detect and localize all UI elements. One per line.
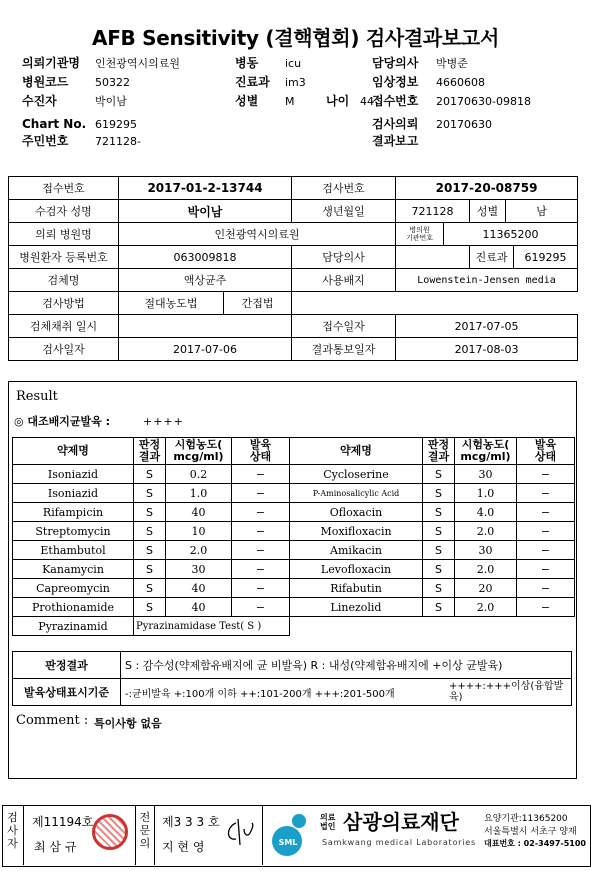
comment-value: 특이사항 없음 bbox=[94, 717, 162, 730]
growth-status: − bbox=[232, 598, 290, 617]
department-label: 진료과 bbox=[235, 75, 270, 89]
drug-name: Isoniazid bbox=[13, 465, 134, 484]
clinical-info-label: 임상정보 bbox=[372, 75, 419, 89]
reported-label: 결과통보일자 bbox=[292, 338, 396, 361]
header-col2 bbox=[235, 52, 374, 109]
institution-label: 의뢰기관명 bbox=[22, 56, 80, 70]
test-concentration: 10 bbox=[166, 522, 232, 541]
dob-label: 생년월일 bbox=[292, 200, 396, 223]
growth-status: − bbox=[232, 579, 290, 598]
drug-name: Moxifloxacin bbox=[290, 522, 423, 541]
test-concentration: 0.2 bbox=[166, 465, 232, 484]
judge-result: S bbox=[423, 541, 455, 560]
pza-result: Pyrazinamidase Test( S ) bbox=[134, 617, 290, 636]
hospital-code-value: 50322 bbox=[95, 76, 130, 89]
drug-row bbox=[13, 579, 575, 598]
age-value: 44 bbox=[360, 95, 374, 108]
collect-label: 검체채취 일시 bbox=[9, 315, 119, 338]
specialist-no: 제3 3 3 호 bbox=[162, 815, 220, 829]
susceptibility-table bbox=[12, 437, 575, 636]
drug-name: Cycloserine bbox=[290, 465, 423, 484]
drug-row bbox=[13, 503, 575, 522]
control-label: ◎ 대조배지균발육 : bbox=[14, 415, 111, 428]
test-concentration: 30 bbox=[455, 465, 517, 484]
growth-status: − bbox=[517, 579, 575, 598]
col-judge: 판정 결과 bbox=[134, 438, 166, 465]
org-code: 요양기관:11365200 bbox=[484, 814, 568, 824]
drug-name: Isoniazid bbox=[13, 484, 134, 503]
test-concentration: 2.0 bbox=[455, 522, 517, 541]
signature-icon bbox=[222, 815, 258, 851]
ward-label: 병동 bbox=[235, 56, 259, 70]
judge-result: S bbox=[134, 598, 166, 617]
pza-drug: Pyrazinamid bbox=[13, 617, 134, 636]
test-concentration: 40 bbox=[166, 503, 232, 522]
judgement-text: S : 감수성(약제함유배지에 균 비발육) R : 내성(약제함유배지에 +이상 균발육) bbox=[121, 652, 572, 679]
growth-status: − bbox=[517, 465, 575, 484]
control-value: ++++ bbox=[143, 415, 184, 428]
col-growth-2: 발육 상태 bbox=[517, 438, 575, 465]
tested-label: 검사일자 bbox=[9, 338, 119, 361]
judge-result: S bbox=[134, 465, 166, 484]
ward-value: icu bbox=[285, 57, 302, 70]
medium-value: Lowenstein-Jensen media bbox=[396, 269, 578, 292]
test-concentration: 2.0 bbox=[455, 598, 517, 617]
org-name: 삼광의료재단 bbox=[343, 810, 459, 834]
institution-value: 인천광역시의료원 bbox=[95, 57, 181, 70]
footer-divider bbox=[262, 805, 263, 865]
col-drug-2: 약제명 bbox=[290, 438, 423, 465]
legend-table bbox=[12, 651, 572, 706]
chart-no-value: 619295 bbox=[95, 118, 137, 131]
received-label: 접수일자 bbox=[292, 315, 396, 338]
hosp-code-value: 11365200 bbox=[444, 223, 578, 246]
test-concentration: 30 bbox=[455, 541, 517, 560]
drug-name: P-Aminosalicylic Acid bbox=[290, 484, 423, 503]
clinical-info-value: 4660608 bbox=[436, 76, 485, 89]
chart-no-label: Chart No. bbox=[22, 117, 87, 131]
growth-status: − bbox=[232, 541, 290, 560]
method-label: 검사방법 bbox=[9, 292, 119, 315]
growth-status: − bbox=[517, 522, 575, 541]
sml-logo-icon bbox=[270, 812, 316, 858]
growth-status: − bbox=[232, 484, 290, 503]
comment-label: Comment : bbox=[16, 713, 89, 728]
hospital-value: 인천광역시의료원 bbox=[119, 223, 396, 246]
report-title: AFB Sensitivity (결핵협회) 검사결과보고서 bbox=[92, 26, 499, 50]
hospital-label: 의뢰 병원명 bbox=[9, 223, 119, 246]
inspector-label: 검 사 자 bbox=[2, 805, 24, 865]
method-2: 간접법 bbox=[224, 292, 292, 315]
tested-value: 2017-07-06 bbox=[119, 338, 292, 361]
receipt-no-value: 20170630-09818 bbox=[436, 95, 531, 108]
judge-result: S bbox=[423, 503, 455, 522]
test-concentration: 2.0 bbox=[455, 560, 517, 579]
criteria-cell bbox=[121, 679, 572, 706]
growth-status: − bbox=[517, 560, 575, 579]
judge-result: S bbox=[423, 522, 455, 541]
seal-stamp bbox=[92, 814, 128, 850]
test-concentration: 4.0 bbox=[455, 503, 517, 522]
growth-status: − bbox=[517, 503, 575, 522]
dept-label: 진료과 bbox=[470, 246, 514, 269]
resident-no-label: 주민번호 bbox=[22, 134, 69, 148]
result-heading: Result bbox=[16, 389, 58, 404]
attending-label: 담당의사 bbox=[372, 56, 419, 70]
judgement-label: 판정결과 bbox=[13, 652, 121, 679]
drug-row bbox=[13, 560, 575, 579]
test-concentration: 1.0 bbox=[455, 484, 517, 503]
org-english: Samkwang medical Laboratories bbox=[322, 838, 476, 847]
test-no-value: 2017-20-08759 bbox=[396, 177, 578, 200]
method-empty bbox=[292, 292, 578, 315]
hospital-code-label: 병원코드 bbox=[22, 75, 69, 89]
sex-value-cell: 남 bbox=[506, 200, 578, 223]
sex-value: M bbox=[285, 95, 295, 108]
judge-result: S bbox=[423, 579, 455, 598]
registration-value: 063009818 bbox=[119, 246, 292, 269]
accession-label: 접수번호 bbox=[9, 177, 119, 200]
drug-row bbox=[13, 484, 575, 503]
org-address: 서울특별시 서초구 양재 bbox=[484, 827, 577, 837]
judge-result: S bbox=[134, 541, 166, 560]
patient-name-label: 수검자 성명 bbox=[9, 200, 119, 223]
header-col3 bbox=[372, 52, 531, 149]
drug-row bbox=[13, 541, 575, 560]
drug-row bbox=[13, 522, 575, 541]
judge-result: S bbox=[423, 484, 455, 503]
specialist-name: 지 현 영 bbox=[162, 840, 205, 854]
judge-result: S bbox=[134, 503, 166, 522]
drug-name: Ethambutol bbox=[13, 541, 134, 560]
judge-result: S bbox=[423, 560, 455, 579]
judge-result: S bbox=[423, 598, 455, 617]
col-growth: 발육 상태 bbox=[232, 438, 290, 465]
resident-no-value: 721128- bbox=[95, 135, 141, 148]
judge-result: S bbox=[134, 522, 166, 541]
drug-name: Kanamycin bbox=[13, 560, 134, 579]
growth-status: − bbox=[517, 541, 575, 560]
test-concentration: 2.0 bbox=[166, 541, 232, 560]
growth-status: − bbox=[517, 598, 575, 617]
criteria-text: -:균비발육 +:100개 이하 ++:101-200개 +++:201-500개 bbox=[125, 688, 395, 700]
doctor-label: 담당의사 bbox=[292, 246, 396, 269]
growth-status: − bbox=[232, 560, 290, 579]
specialist-label: 전 문 의 bbox=[135, 805, 155, 865]
judge-result: S bbox=[134, 579, 166, 598]
dob-value: 721128 bbox=[396, 200, 470, 223]
org-phone: 대표번호 : 02-3497-5100 bbox=[484, 839, 586, 848]
request-label: 검사의뢰 bbox=[372, 117, 419, 131]
received-value: 2017-07-05 bbox=[396, 315, 578, 338]
col-judge-2: 판정 결과 bbox=[423, 438, 455, 465]
criteria-label: 발육상태표시기준 bbox=[13, 679, 121, 706]
doctor-value bbox=[396, 246, 470, 269]
drug-name: Ofloxacin bbox=[290, 503, 423, 522]
criteria-text-2: ++++:+++이상(융합발육) bbox=[449, 681, 564, 703]
sex-label: 성별 bbox=[235, 94, 259, 108]
pza-empty bbox=[290, 617, 575, 636]
patient-info-table bbox=[8, 176, 578, 361]
specimen-label: 검체명 bbox=[9, 269, 119, 292]
accession-value: 2017-01-2-13744 bbox=[119, 177, 292, 200]
growth-status: − bbox=[232, 522, 290, 541]
inspector-no: 제11194호 bbox=[32, 815, 94, 829]
drug-name: Capreomycin bbox=[13, 579, 134, 598]
report-label: 결과보고 bbox=[372, 134, 419, 148]
growth-status: − bbox=[232, 503, 290, 522]
collect-value bbox=[119, 315, 292, 338]
inspector-name: 최 삼 규 bbox=[34, 840, 77, 854]
drug-name: Levofloxacin bbox=[290, 560, 423, 579]
test-concentration: 40 bbox=[166, 598, 232, 617]
request-value: 20170630 bbox=[436, 118, 492, 131]
patient-value: 박이남 bbox=[95, 95, 127, 108]
sex-label-cell: 성별 bbox=[470, 200, 506, 223]
org-prefix: 의료 법인 bbox=[320, 813, 336, 831]
test-no-label: 검사번호 bbox=[292, 177, 396, 200]
drug-name: Linezolid bbox=[290, 598, 423, 617]
test-concentration: 30 bbox=[166, 560, 232, 579]
drug-row bbox=[13, 465, 575, 484]
judge-result: S bbox=[134, 560, 166, 579]
drug-row bbox=[13, 598, 575, 617]
patient-name-value: 박이남 bbox=[119, 200, 292, 223]
drug-name: Prothionamide bbox=[13, 598, 134, 617]
test-concentration: 1.0 bbox=[166, 484, 232, 503]
drug-name: Amikacin bbox=[290, 541, 423, 560]
receipt-no-label: 접수번호 bbox=[372, 94, 419, 108]
drug-name: Rifabutin bbox=[290, 579, 423, 598]
judge-result: S bbox=[423, 465, 455, 484]
hosp-code-label: 병의원 기관번호 bbox=[396, 223, 444, 246]
dept-value: 619295 bbox=[514, 246, 578, 269]
attending-value: 박병준 bbox=[436, 57, 468, 70]
col-conc-2: 시험농도( mcg/ml) bbox=[455, 438, 517, 465]
medium-label: 사용배지 bbox=[292, 269, 396, 292]
patient-label: 수진자 bbox=[22, 94, 57, 108]
growth-status: − bbox=[232, 465, 290, 484]
test-concentration: 40 bbox=[166, 579, 232, 598]
judge-result: S bbox=[134, 484, 166, 503]
test-concentration: 20 bbox=[455, 579, 517, 598]
registration-label: 병원환자 등록번호 bbox=[9, 246, 119, 269]
drug-name: Streptomycin bbox=[13, 522, 134, 541]
drug-name: Rifampicin bbox=[13, 503, 134, 522]
reported-value: 2017-08-03 bbox=[396, 338, 578, 361]
age-label: 나이 bbox=[326, 94, 350, 108]
header-col1 bbox=[22, 52, 180, 149]
header-info bbox=[22, 52, 582, 152]
col-conc: 시험농도( mcg/ml) bbox=[166, 438, 232, 465]
method-1: 절대농도법 bbox=[119, 292, 224, 315]
col-drug: 약제명 bbox=[13, 438, 134, 465]
growth-status: − bbox=[517, 484, 575, 503]
sml-logo-text: SML bbox=[278, 838, 298, 847]
department-value: im3 bbox=[285, 76, 306, 89]
specimen-value: 액상균주 bbox=[119, 269, 292, 292]
